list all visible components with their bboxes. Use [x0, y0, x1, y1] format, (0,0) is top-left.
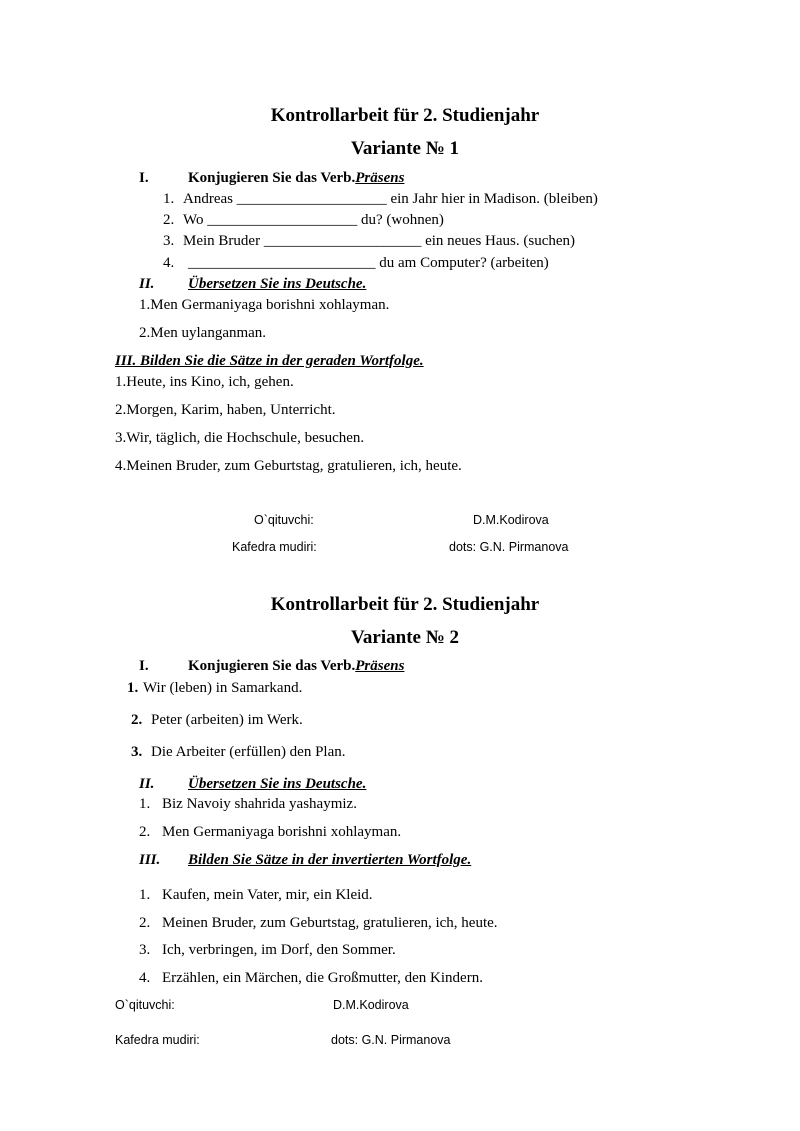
v2-head-name: dots: G.N. Pirmanova: [331, 1033, 451, 1047]
v2-s2-item-num: 1.: [139, 796, 151, 812]
v2-teacher-label: O`qituvchi:: [115, 998, 175, 1012]
v2-section1-heading: [188, 659, 404, 674]
v1-s1-item-num: 4.: [163, 255, 175, 271]
v1-section3-heading: III. Bilden Sie die Sätze in der geraden Wortfolge.: [115, 353, 424, 369]
v2-s1-item-num: 1.: [127, 680, 139, 696]
v2-section2-heading: Übersetzen Sie ins Deutsche.: [188, 776, 367, 792]
v2-section1-heading-text: Konjugieren Sie das Verb.: [188, 658, 356, 674]
v2-s2-item-num: 2.: [139, 824, 151, 840]
v2-s2-item-text: Biz Navoiy shahrida yashaymiz.: [162, 796, 357, 812]
variant2-title: Kontrollarbeit für 2. Studienjahr: [270, 594, 540, 615]
v2-s3-item-text: Meinen Bruder, zum Geburtstag, gratulieren, ich, heute.: [162, 915, 498, 931]
v2-head-label: Kafedra mudiri:: [115, 1033, 200, 1047]
v2-s1-item-text: Peter (arbeiten) im Werk.: [151, 712, 303, 728]
v2-s1-item-num: 2.: [131, 712, 143, 728]
v2-s3-item-text: Erzählen, ein Märchen, die Großmutter, den Kindern.: [162, 970, 483, 986]
v2-teacher-name: D.M.Kodirova: [333, 998, 409, 1012]
v1-s1-item-num: 3.: [163, 233, 175, 249]
v1-section1-heading-text: Konjugieren Sie das Verb.: [188, 170, 356, 186]
v1-section2-heading: Übersetzen Sie ins Deutsche.: [188, 276, 367, 292]
v2-s1-item-text: Die Arbeiter (erfüllen) den Plan.: [151, 744, 346, 760]
v2-section3-numeral: III.: [139, 852, 161, 868]
v1-s2-item: 2.Men uylanganman.: [139, 325, 267, 341]
v2-section3-heading: Bilden Sie Sätze in der invertierten Wortfolge.: [188, 852, 472, 868]
v1-s3-item: 4.Meinen Bruder, zum Geburtstag, gratulieren, ich, heute.: [115, 458, 462, 474]
variant2-number: Variante № 2: [350, 627, 460, 648]
v2-s2-item-text: Men Germaniyaga borishni xohlayman.: [162, 824, 402, 840]
v1-section1-numeral: I.: [139, 170, 149, 186]
v1-s1-item-num: 1.: [163, 191, 175, 207]
v2-s3-item-text: Ich, verbringen, im Dorf, den Sommer.: [162, 942, 396, 958]
v1-head-label: Kafedra mudiri:: [232, 540, 317, 554]
v1-s1-item-text: Mein Bruder _____________________ ein neues Haus. (suchen): [183, 233, 576, 249]
v1-s1-item-text: _________________________ du am Computer? (arbeiten): [188, 255, 549, 271]
variant1-number: Variante № 1: [350, 138, 460, 159]
v2-section2-numeral: II.: [139, 776, 155, 792]
v1-section1-heading-em: Präsens: [355, 170, 405, 186]
v2-s3-item-num: 2.: [139, 915, 151, 931]
v1-head-name: dots: G.N. Pirmanova: [449, 540, 569, 554]
variant1-title: Kontrollarbeit für 2. Studienjahr: [270, 105, 540, 126]
v1-teacher-name: D.M.Kodirova: [473, 513, 549, 527]
v1-section2-numeral: II.: [139, 276, 155, 292]
v2-s3-item-num: 1.: [139, 887, 151, 903]
v1-s3-item: 2.Morgen, Karim, haben, Unterricht.: [115, 402, 336, 418]
v1-teacher-label: O`qituvchi:: [254, 513, 314, 527]
v2-s1-item-num: 3.: [131, 744, 143, 760]
v2-s3-item-text: Kaufen, mein Vater, mir, ein Kleid.: [162, 887, 373, 903]
v1-s3-item: 1.Heute, ins Kino, ich, gehen.: [115, 374, 294, 390]
v1-s1-item-text: Wo ____________________ du? (wohnen): [183, 212, 444, 228]
v1-s2-item: 1.Men Germaniyaga borishni xohlayman.: [139, 297, 390, 313]
v2-section1-numeral: I.: [139, 658, 149, 674]
v2-s3-item-num: 4.: [139, 970, 151, 986]
v1-section1-heading: [188, 171, 404, 186]
v1-s3-item: 3.Wir, täglich, die Hochschule, besuchen.: [115, 430, 365, 446]
v2-section1-heading-em: Präsens: [355, 658, 405, 674]
v1-s1-item-text: Andreas ____________________ ein Jahr hier in Madison. (bleiben): [183, 191, 598, 207]
v2-s3-item-num: 3.: [139, 942, 151, 958]
v2-s1-item-text: Wir (leben) in Samarkand.: [143, 680, 303, 696]
v1-s1-item-num: 2.: [163, 212, 175, 228]
